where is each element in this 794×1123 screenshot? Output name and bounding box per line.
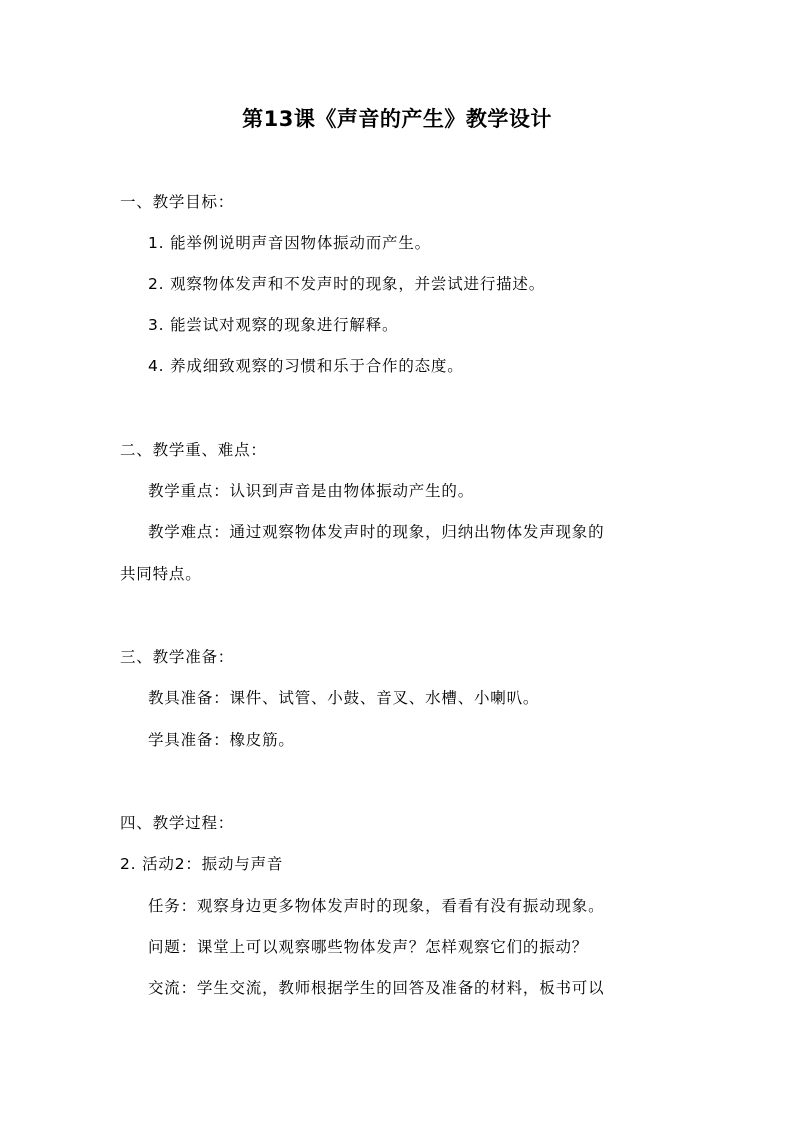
goal-item: 1. 能举例说明声音因物体振动而产生。	[148, 234, 431, 252]
exchange-text: 交流：学生交流，教师根据学生的回答及准备的材料，板书可以	[148, 979, 605, 997]
difficulty-text-line1: 教学难点：通过观察物体发声时的现象，归纳出物体发声现象的	[148, 523, 605, 541]
difficulty-text-line2: 共同特点。	[120, 565, 202, 583]
goal-item: 3. 能尝试对观察的现象进行解释。	[148, 316, 399, 334]
goal-item: 4. 养成细致观察的习惯和乐于合作的态度。	[148, 357, 464, 375]
goal-item: 2. 观察物体发声和不发声时的现象，并尝试进行描述。	[148, 275, 546, 293]
teacher-preparation-text: 教具准备：课件、试管、小鼓、音叉、水槽、小喇叭。	[148, 689, 540, 707]
student-preparation-text: 学具准备：橡皮筋。	[148, 731, 295, 749]
key-point-text: 教学重点：认识到声音是由物体振动产生的。	[148, 482, 475, 500]
task-text: 任务：观察身边更多物体发声时的现象，看看有没有振动现象。	[148, 897, 605, 915]
section-heading-preparation: 三、教学准备：	[120, 648, 235, 666]
document-title: 第13课《声音的产生》教学设计	[242, 107, 552, 131]
section-heading-key-points: 二、教学重、难点：	[120, 441, 267, 459]
section-heading-process: 四、教学过程：	[120, 814, 235, 832]
activity-heading: 2. 活动2：振动与声音	[120, 855, 284, 873]
question-text: 问题：课堂上可以观察哪些物体发声？怎样观察它们的振动？	[148, 938, 589, 956]
section-heading-goals: 一、教学目标：	[120, 193, 235, 211]
